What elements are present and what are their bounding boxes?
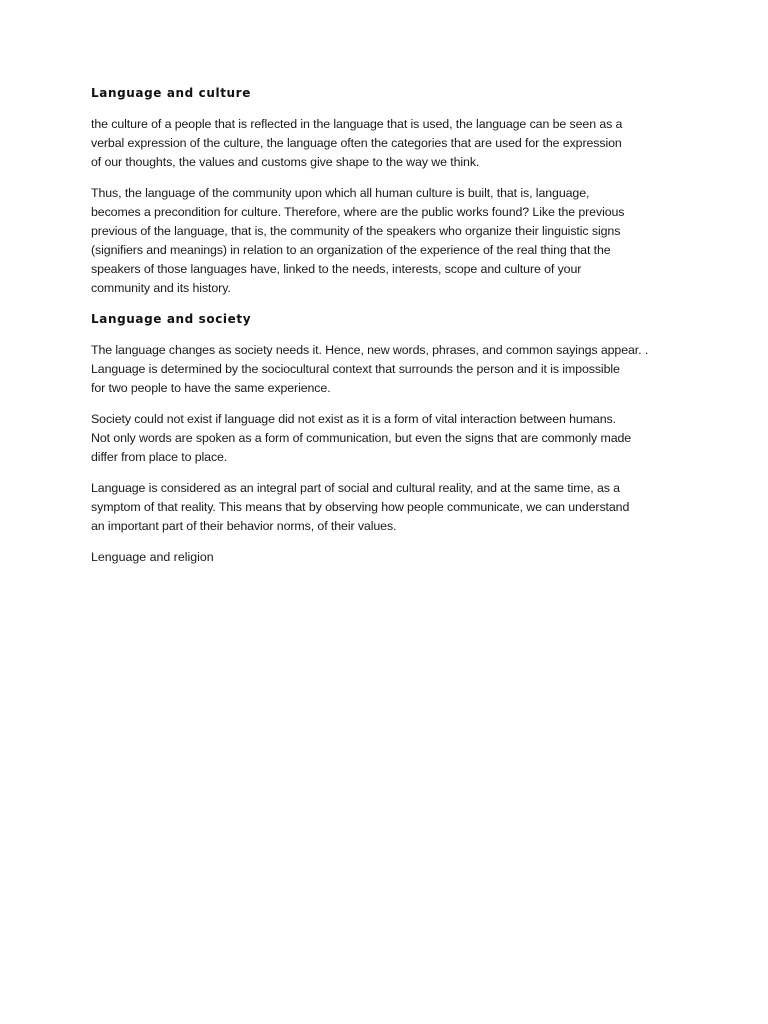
paragraph: [91, 115, 691, 172]
text-line: for two people to have the same experience.: [91, 381, 331, 395]
paragraph: [91, 479, 691, 536]
text-line: verbal expression of the culture, the language often the categories that are used for the expression: [91, 136, 622, 150]
text-line: Language is considered as an integral part of social and cultural reality, and at the same time, as a: [91, 481, 620, 495]
paragraph: [91, 184, 691, 298]
text-line: The language changes as society needs it. Hence, new words, phrases, and common sayings appear. .: [91, 343, 649, 357]
text-line: previous of the language, that is, the community of the speakers who organize their linguistic signs: [91, 224, 621, 238]
text-line: the culture of a people that is reflected in the language that is used, the language can be seen as a: [91, 117, 623, 131]
paragraph: [91, 410, 691, 467]
text-line: an important part of their behavior norms, of their values.: [91, 519, 397, 533]
text-line: Language is determined by the sociocultural context that surrounds the person and it is impossible: [91, 362, 620, 376]
text-line: differ from place to place.: [91, 450, 228, 464]
section-heading-language-and-society: Language and society: [91, 312, 252, 326]
text-line: symptom of that reality. This means that by observing how people communicate, we can understand: [91, 500, 630, 514]
text-line: Thus, the language of the community upon which all human culture is built, that is, language,: [91, 186, 590, 200]
text-line: (signifiers and meanings) in relation to an organization of the experience of the real thing that the: [91, 243, 611, 257]
text-line: speakers of those languages have, linked to the needs, interests, scope and culture of your: [91, 262, 582, 276]
section-heading-language-and-religion: Lenguage and religion: [91, 550, 214, 564]
text-line: community and its history.: [91, 281, 231, 295]
text-line: becomes a precondition for culture. Therefore, where are the public works found? Like the previous: [91, 205, 625, 219]
text-line: of our thoughts, the values and customs give shape to the way we think.: [91, 155, 480, 169]
text-line: Not only words are spoken as a form of communication, but even the signs that are commonly made: [91, 431, 632, 445]
text-line: Society could not exist if language did not exist as it is a form of vital interaction between humans.: [91, 412, 616, 426]
section-heading-language-and-culture: Language and culture: [91, 86, 251, 100]
document-page: [91, 84, 691, 567]
paragraph: [91, 341, 691, 398]
